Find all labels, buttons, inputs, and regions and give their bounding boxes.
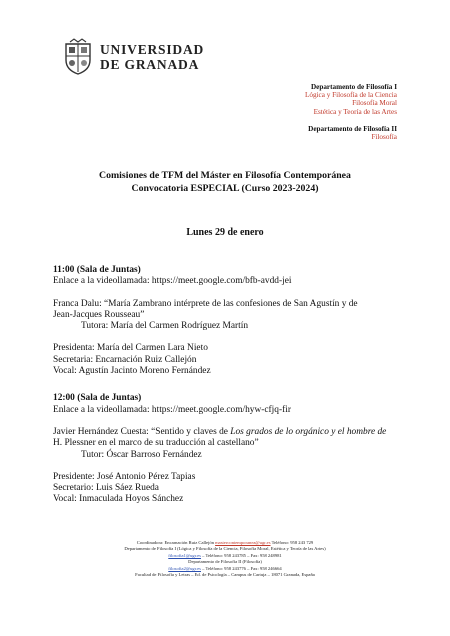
footer-dept2: Departamento de Filosofía II (Filosofía) — [188, 559, 262, 565]
departments-block — [305, 83, 397, 141]
department-2-area: Filosofía — [371, 133, 397, 142]
department-1-area: Filosofía Moral — [352, 99, 397, 108]
sessions-list — [53, 265, 403, 506]
university-logo — [62, 38, 204, 76]
session-time: 11:00 (Sala de Juntas) — [53, 265, 141, 275]
student-thesis-italic: Los grados de lo orgánico y el hombre de — [230, 426, 387, 437]
dept2-email-link[interactable]: filosofia2@ugr.es — [168, 565, 201, 571]
session-date: Lunes 29 de enero — [186, 227, 264, 238]
university-name — [100, 42, 204, 72]
document-title — [0, 170, 450, 195]
student-thesis-cont: H. Plessner en el marco de su traducción al castellano” — [53, 438, 259, 449]
title-line-1: Comisiones de TFM del Máster en Filosofía Contemporánea — [99, 170, 351, 181]
title-line-2: Convocatoria ESPECIAL (Curso 2023-2024) — [131, 182, 319, 194]
videocall-link[interactable]: Enlace a la videollamada: https://meet.google.com/hyw-cfjq-fir — [53, 404, 291, 415]
dept2-phone: – Teléfono: 958 243776 – Fax: 958 246664 — [200, 565, 282, 571]
university-seal-icon — [62, 38, 94, 76]
committee-secretary: Secretaria: Encarnación Ruiz Callejón — [53, 354, 197, 365]
department-1-area: Estética y Teoría de las Artes — [313, 107, 397, 116]
tutor: Tutor: Óscar Barroso Fernández — [81, 449, 202, 460]
committee-president: Presidente: José Antonio Pérez Tapias — [53, 471, 196, 482]
footer — [0, 540, 450, 578]
committee-vocal: Vocal: Inmaculada Hoyos Sánchez — [53, 494, 184, 505]
dept1-phone: – Teléfono: 958 243785 – Fax: 958 248981 — [200, 552, 282, 558]
department-1-name: Departamento de Filosofía I — [310, 83, 397, 91]
university-name-line1: UNIVERSIDAD — [100, 42, 205, 57]
department-2-name: Departamento de Filosofía II — [308, 124, 397, 133]
university-name-line2: DE GRANADA — [100, 57, 200, 72]
student-thesis-prefix: Javier Hernández Cuesta: “Sentido y claves de — [53, 426, 231, 437]
committee-secretary: Secretario: Luis Sáez Rueda — [53, 483, 159, 494]
committee-vocal: Vocal: Agustín Jacinto Moreno Fernández — [53, 366, 211, 377]
footer-address: Facultad de Filosofía y Letras – Ed. de Psicología – Campus de Cartuja – 18071 Granada, España — [135, 572, 315, 578]
coordinator-email-link[interactable]: mastercontemporanea@ugr.es — [215, 540, 271, 545]
committee-president: Presidenta: María del Carmen Lara Nieto — [53, 343, 208, 354]
footer-coordinator-label: Coordinadora: Encarnación Ruiz Callejón — [136, 540, 216, 545]
department-1-area: Lógica y Filosofía de la Ciencia — [304, 91, 397, 100]
student-thesis: Franca Dalu: “María Zambrano intérprete de las confesiones de San Agustín y de — [53, 298, 358, 309]
tutor: Tutora: María del Carmen Rodríguez Martín — [81, 321, 249, 332]
dept1-email-link[interactable]: filosofia1@ugr.es — [168, 552, 201, 558]
session-time: 12:00 (Sala de Juntas) — [53, 393, 142, 404]
student-thesis — [53, 427, 403, 438]
footer-dept1: Departamento de Filosofía I (Lógica y Filosofía de la Ciencia, Filosofía Moral, Estética y Teoría de las Artes) — [124, 546, 326, 552]
videocall-link[interactable]: Enlace a la videollamada: https://meet.google.com/bfb-avdd-jei — [53, 276, 292, 287]
footer-coordinator-phone: Teléfono: 958 243 729 — [270, 540, 314, 545]
student-thesis-cont: Jean-Jacques Rousseau” — [53, 309, 145, 320]
